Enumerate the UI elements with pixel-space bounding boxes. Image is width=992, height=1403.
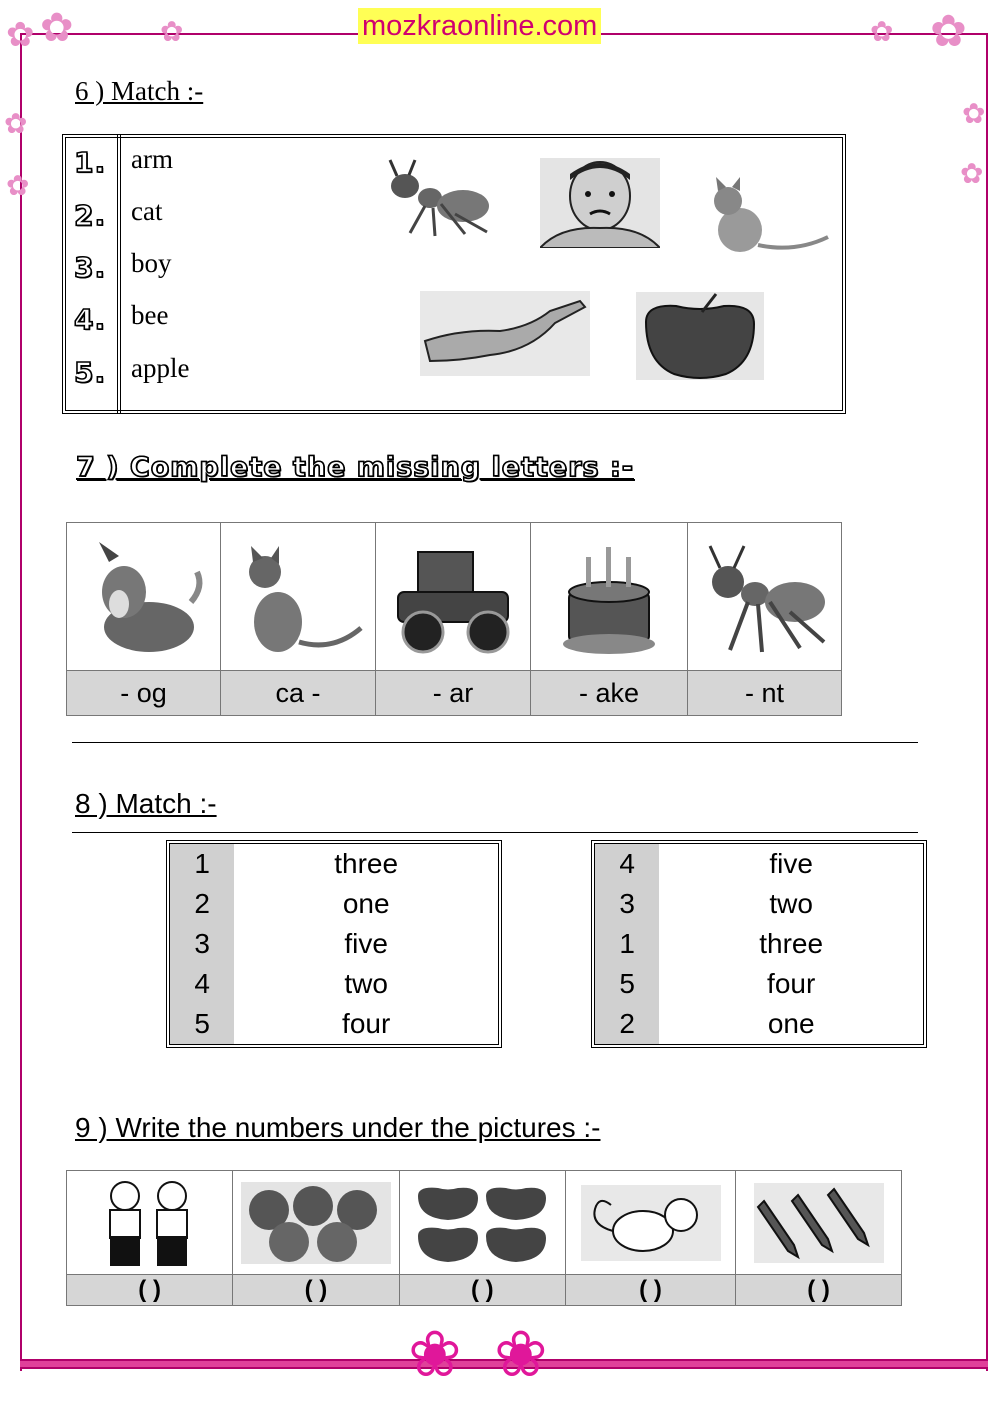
q8-word: five [769, 848, 813, 879]
q7-picture-cell [67, 523, 221, 671]
q6-word: arm [131, 144, 173, 174]
q8-number: 5 [595, 964, 659, 1004]
q8-number: 1 [595, 924, 659, 964]
q7-picture-cell [376, 523, 531, 671]
q7-label: ca - [221, 671, 376, 716]
q6-word: boy [131, 248, 172, 278]
q6-number: 2. [74, 199, 107, 232]
q8-number: 1 [170, 844, 234, 884]
q9-heading: 9 ) Write the numbers under the pictures :- [75, 1112, 601, 1143]
flower-icon: ✿ [40, 6, 74, 50]
cake-icon [544, 532, 674, 662]
q7-label: - nt [688, 671, 842, 716]
q7-picture-cell [688, 523, 842, 671]
q8-number: 4 [595, 844, 659, 884]
q8-word: one [767, 1008, 815, 1039]
q7-label: - ake [531, 671, 688, 716]
q6-number: 4. [74, 303, 107, 336]
q8-number: 2 [170, 884, 234, 924]
ant-icon [375, 158, 495, 238]
apple-icon [636, 292, 764, 380]
q7-table [66, 522, 842, 716]
page-frame-right [986, 33, 988, 1371]
mouse-icon [581, 1185, 721, 1261]
q8-number: 3 [595, 884, 659, 924]
q8-right-table [591, 840, 927, 1048]
apples-icon [412, 1182, 552, 1264]
dog-icon [79, 532, 209, 662]
q9-answer-blank[interactable]: ( ) [565, 1275, 735, 1306]
oranges-icon [241, 1182, 391, 1264]
q9-picture-cell [736, 1171, 902, 1275]
q8-number: 2 [595, 1004, 659, 1044]
q7-heading: 7 ) Complete the missing letters :- [76, 452, 634, 483]
q8-word: one [342, 888, 390, 919]
q7-label: - og [67, 671, 221, 716]
q9-answer-blank[interactable]: ( ) [736, 1275, 902, 1306]
q8-word: three [759, 928, 824, 959]
q8-left-table [166, 840, 502, 1048]
ant-icon [700, 532, 830, 662]
two-boys-icon [80, 1178, 220, 1268]
cat-icon [233, 532, 363, 662]
q6-heading: 6 ) Match :- [75, 76, 204, 106]
divider-line [72, 832, 918, 833]
q8-number: 5 [170, 1004, 234, 1044]
q7-label: - ar [376, 671, 531, 716]
q9-table [66, 1170, 902, 1306]
pencils-icon [754, 1183, 884, 1263]
q8-word: three [334, 848, 399, 879]
q9-answer-blank[interactable]: ( ) [399, 1275, 565, 1306]
q8-heading: 8 ) Match :- [75, 788, 217, 819]
q8-number: 4 [170, 964, 234, 1004]
flower-icon: ✿ [6, 170, 30, 201]
q8-word: five [344, 928, 388, 959]
q7-picture-cell [531, 523, 688, 671]
flower-icon: ✿ [870, 16, 894, 47]
q8-word: four [767, 968, 816, 999]
q9-picture-cell [67, 1171, 233, 1275]
q8-word: two [344, 968, 388, 999]
q6-word: bee [131, 300, 169, 330]
rose-icon: ❀ [408, 1318, 462, 1390]
cat-icon [700, 175, 830, 260]
boy-icon [540, 158, 660, 248]
arm-icon [420, 291, 590, 376]
q6-divider [117, 134, 121, 414]
q6-number: 1. [74, 146, 107, 179]
q9-answer-blank[interactable]: ( ) [233, 1275, 400, 1306]
q9-answer-blank[interactable]: ( ) [67, 1275, 233, 1306]
flower-icon: ✿ [930, 7, 967, 56]
q9-picture-cell [565, 1171, 735, 1275]
q7-picture-cell [221, 523, 376, 671]
q8-number: 3 [170, 924, 234, 964]
q8-word: two [769, 888, 813, 919]
page-frame-left [20, 33, 22, 1371]
answer-line [72, 742, 918, 743]
car-icon [388, 532, 518, 662]
flower-icon: ✿ [6, 16, 35, 54]
q6-word: apple [131, 353, 190, 383]
rose-icon: ❀ [494, 1318, 548, 1390]
flower-icon: ✿ [4, 108, 28, 139]
site-banner: mozkraonline.com [358, 8, 601, 44]
q8-word: four [342, 1008, 391, 1039]
q6-word: cat [131, 196, 163, 226]
q6-number: 5. [74, 356, 107, 389]
flower-icon: ✿ [160, 16, 184, 47]
flower-icon: ✿ [960, 158, 984, 189]
q9-picture-cell [399, 1171, 565, 1275]
q6-number: 3. [74, 251, 107, 284]
q9-picture-cell [233, 1171, 400, 1275]
flower-icon: ✿ [962, 98, 986, 129]
